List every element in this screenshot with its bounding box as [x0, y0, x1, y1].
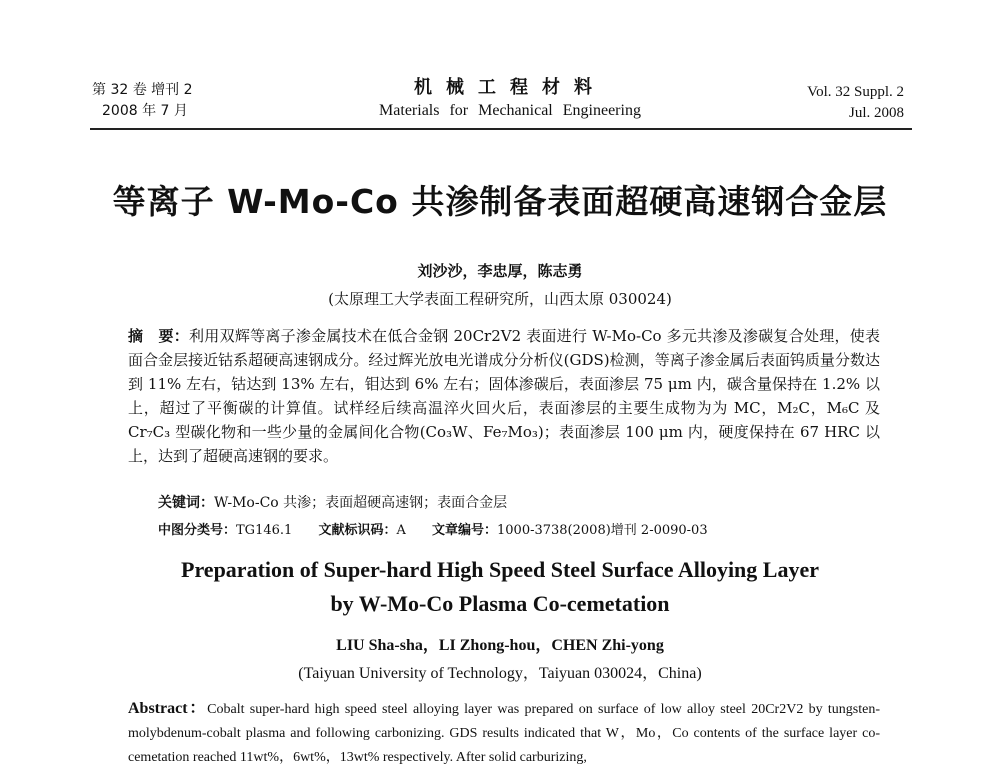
authors-en: LIU Sha-sha，LI Zhong-hou，CHEN Zhi-yong	[336, 637, 664, 654]
paper-title-en-line1: Preparation of Super-hard High Speed Steel Surface Alloying Layer	[181, 557, 819, 582]
affiliation-cn: (太原理工大学表面工程研究所，山西太原 030024)	[328, 290, 672, 308]
clc-number	[158, 523, 292, 538]
journal-issue-cn	[92, 80, 193, 122]
paper-title-en	[0, 553, 1000, 621]
keywords-label: 关键词：	[158, 495, 214, 511]
date-en: Jul. 2008	[848, 105, 904, 121]
journal-name-cn: 机械工程材料	[414, 77, 606, 98]
article-number	[432, 523, 708, 538]
keywords	[158, 492, 507, 512]
doc-label: 文献标识码：	[318, 523, 397, 538]
journal-name	[300, 76, 720, 122]
abstract-label-en: Abstract：	[128, 700, 208, 717]
header-rule	[90, 128, 912, 130]
article-value: 1000-3738(2008)增刊 2-0090-03	[497, 523, 708, 538]
clc-value: TG146.1	[236, 523, 293, 538]
abstract-text-en: Cobalt super-hard high speed steel alloying layer was prepared on surface of low alloy steel 20Cr2V2 by tungsten-molybdenum-cobalt plasma and following carbonizing. GDS results indicated that W，Mo，Co contents of the surface layer co-cemetation reached 11wt%，6wt%，13wt% respectively. After solid carburizing,	[128, 702, 881, 765]
journal-name-en: Materials for Mechanical Engineering	[379, 102, 641, 119]
abstract-text-cn: 利用双辉等离子渗金属技术在低合金钢 20Cr2V2 表面进行 W-Mo-Co 多元共渗及渗碳复合处理，使表面合金层接近钴系超硬高速钢成分。经过辉光放电光谱成分分析仪(GDS)检测，等离子渗金属后表面钨质量分数达到 11% 左右，钴达到 13% 左右，钼达到 6% 左右；固体渗碳后，表面渗层 75 μm 内，碳含量保持在 1.2% 以上，超过了平衡碳的计算值。试样经后续高温淬火回火后，表面渗层的主要生成物为为 MC，M₂C，M₆C 及 Cr₇C₃ 型碳化物和一些少量的金属间化合物(Co₃W、Fe₇Mo₃)；表面渗层 100 μm 内，硬度保持在 67 HRC 以上，达到了超硬高速钢的要求。	[128, 327, 880, 465]
paper-title-cn: 等离子 W-Mo-Co 共渗制备表面超硬高速钢合金层	[112, 182, 888, 221]
volume-issue-cn: 第 32 卷 增刊 2	[92, 82, 193, 98]
authors-cn: 刘沙沙，李忠厚，陈志勇	[417, 262, 583, 280]
journal-issue-en	[807, 82, 904, 124]
doc-value: A	[396, 523, 406, 538]
volume-issue-en: Vol. 32 Suppl. 2	[807, 84, 904, 100]
abstract-cn	[128, 324, 880, 468]
clc-label: 中图分类号：	[158, 523, 237, 538]
article-label: 文章编号：	[431, 523, 497, 538]
paper-title-en-line2: by W-Mo-Co Plasma Co-cemetation	[330, 591, 670, 616]
keywords-text: W-Mo-Co 共渗；表面超硬高速钢；表面合金层	[214, 495, 508, 511]
abstract-label-cn: 摘 要：	[128, 327, 190, 345]
document-code	[318, 523, 405, 538]
date-cn: 2008 年 7 月	[102, 103, 188, 119]
classification-line	[158, 519, 730, 538]
abstract-en	[128, 697, 880, 770]
affiliation-en: (Taiyuan University of Technology，Taiyuan 030024，China)	[298, 665, 702, 682]
